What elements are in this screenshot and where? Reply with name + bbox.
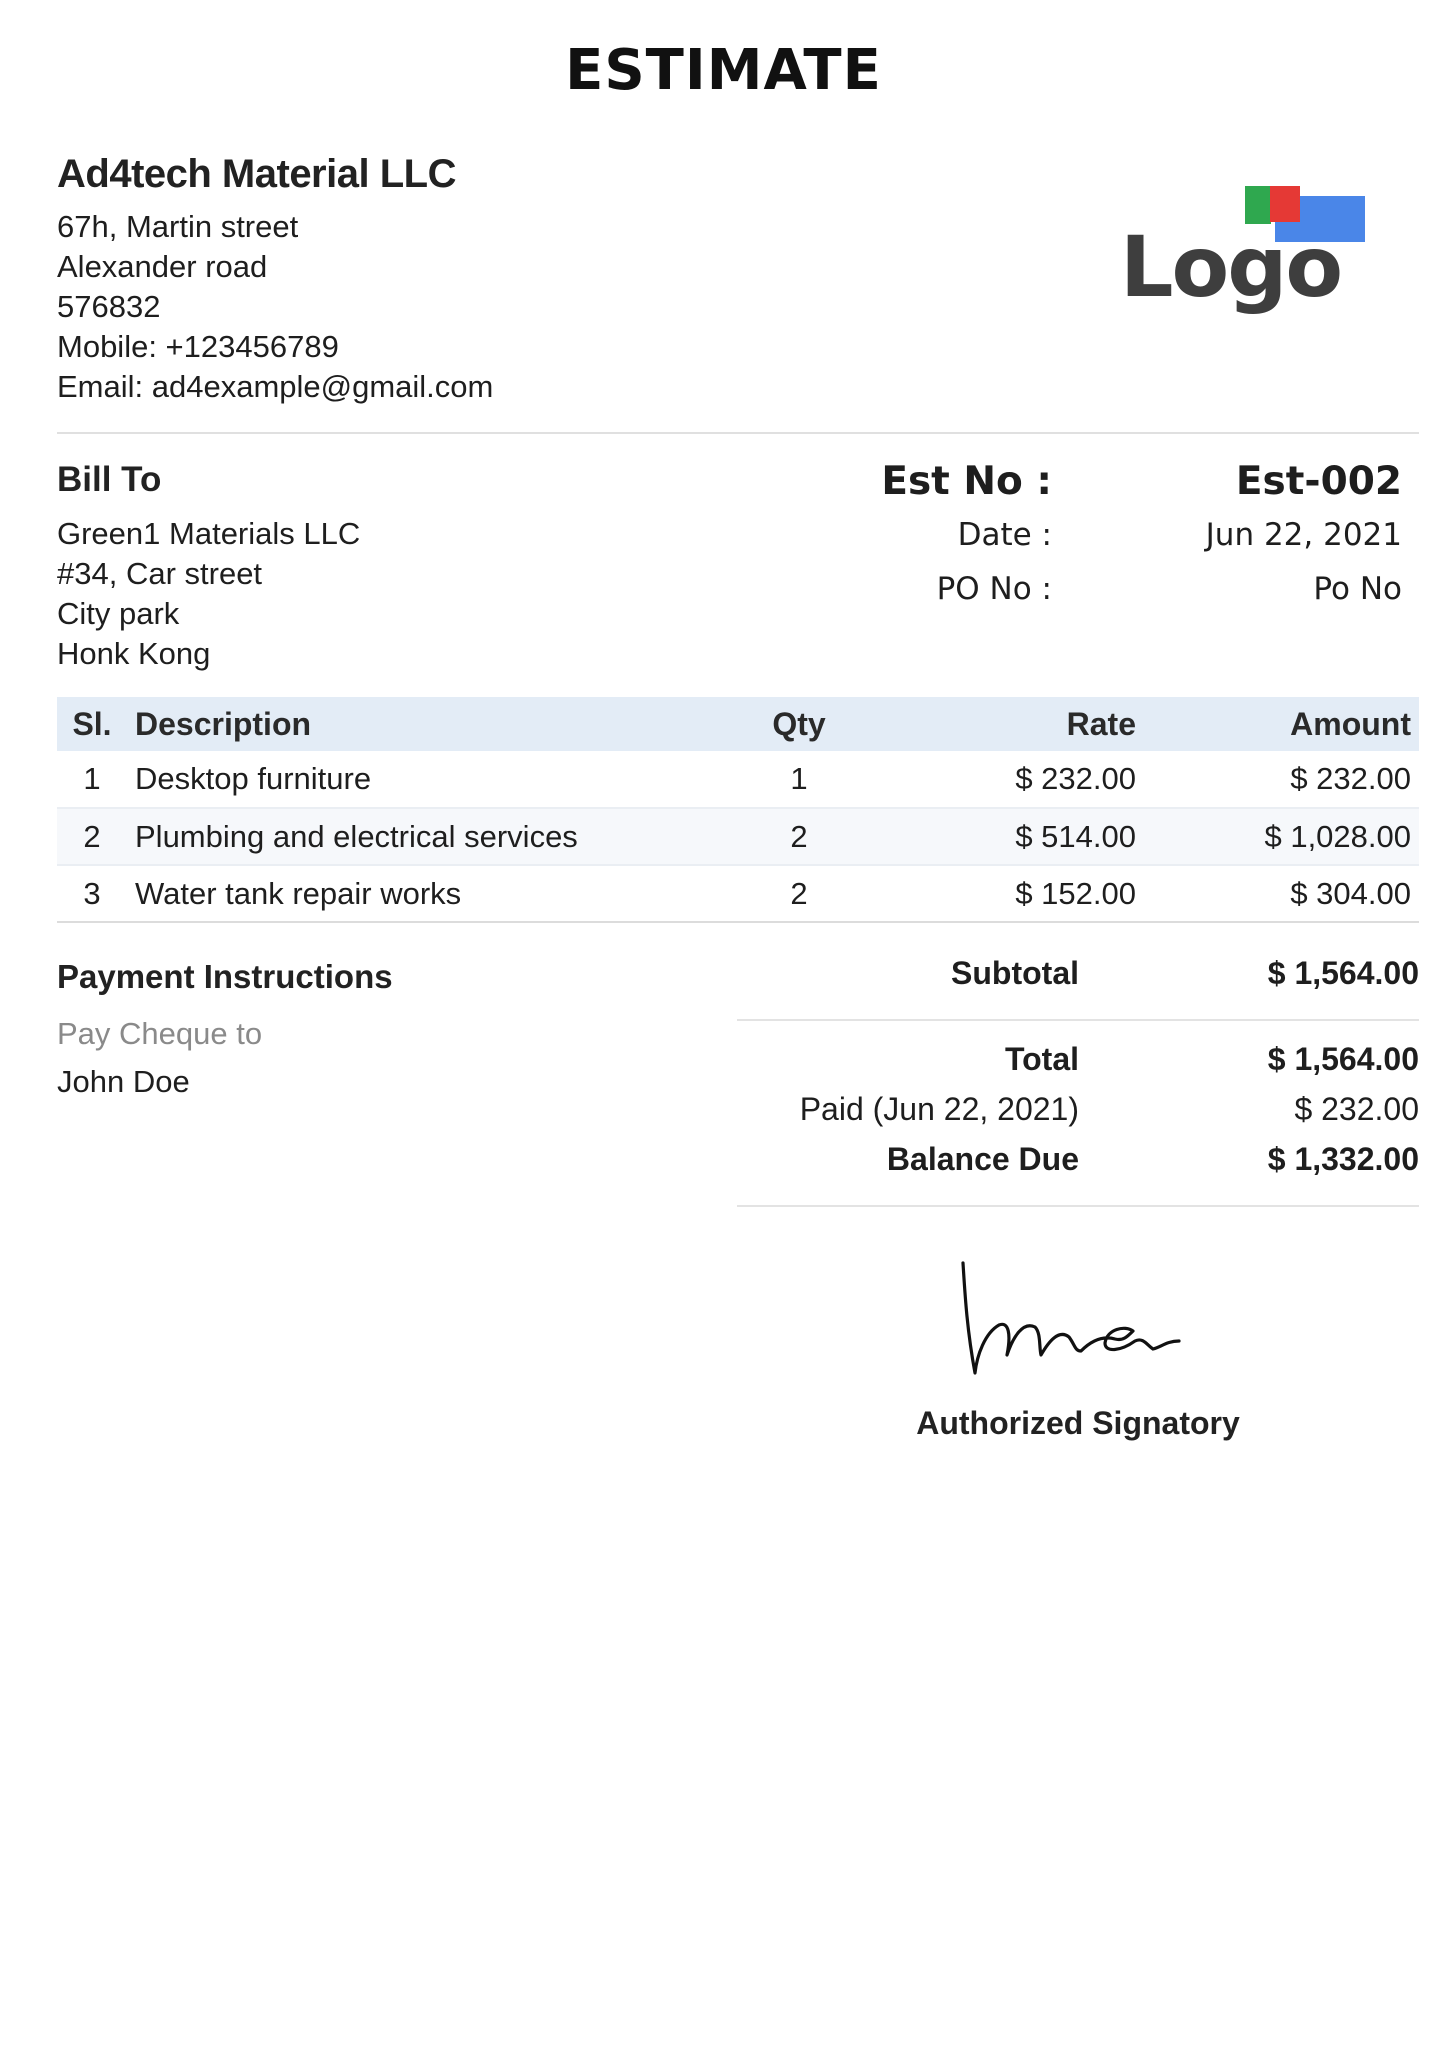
- est-no-value: Est-002: [1235, 459, 1402, 504]
- cell-rate: $ 232.00: [1015, 761, 1136, 796]
- po-label: PO No :: [936, 571, 1052, 607]
- cell-sl: 3: [83, 875, 101, 911]
- po-value: Po No: [1313, 571, 1402, 607]
- cell-qty: 2: [790, 875, 808, 911]
- est-no-row: [850, 455, 1410, 509]
- cell-description: Plumbing and electrical services: [135, 818, 578, 854]
- cell-sl: 2: [83, 818, 101, 854]
- payment-instructions: [57, 958, 393, 1100]
- cell-rate: $ 152.00: [1015, 875, 1136, 911]
- paid-label: Paid (Jun 22, 2021): [799, 1091, 1079, 1127]
- balance-label: Balance Due: [886, 1141, 1079, 1177]
- bill-to-title: Bill To: [57, 460, 162, 499]
- bill-to-line: #34, Car street: [57, 556, 263, 591]
- cell-sl: 1: [83, 761, 101, 796]
- total-label: Total: [1004, 1041, 1079, 1077]
- logo-text: Logo: [1120, 218, 1342, 316]
- cell-amount: $ 1,028.00: [1264, 818, 1411, 854]
- cell-description: Water tank repair works: [135, 875, 462, 911]
- table-row: [57, 808, 1419, 865]
- header-sl: Sl.: [57, 697, 127, 751]
- total-value: $ 1,564.00: [1267, 1041, 1419, 1077]
- items-header-row: [57, 697, 1419, 751]
- company-logo: [1120, 178, 1370, 318]
- total-row: [737, 1041, 1419, 1091]
- table-row: [57, 865, 1419, 922]
- company-email: Email: ad4example@gmail.com: [57, 369, 494, 404]
- header-qty: Qty: [734, 697, 864, 751]
- date-row: [850, 509, 1410, 563]
- header-divider: [57, 432, 1419, 434]
- table-row: [57, 751, 1419, 808]
- bill-to-line: Honk Kong: [57, 636, 211, 671]
- paid-row: [737, 1091, 1419, 1141]
- header-rate: Rate: [864, 697, 1144, 751]
- po-row: [850, 563, 1410, 617]
- totals-divider: [737, 1019, 1419, 1021]
- company-name: Ad4tech Material LLC: [57, 152, 456, 196]
- company-address-line: Alexander road: [57, 249, 268, 284]
- company-address-line: 576832: [57, 289, 161, 324]
- payment-payee: John Doe: [57, 1064, 190, 1099]
- payment-label: Pay Cheque to: [57, 1016, 263, 1051]
- company-address-line: 67h, Martin street: [57, 209, 299, 244]
- totals-section: [737, 955, 1419, 1227]
- estimate-meta: [850, 455, 1410, 617]
- balance-value: $ 1,332.00: [1267, 1141, 1419, 1177]
- cell-description: Desktop furniture: [135, 761, 372, 796]
- header-amount: Amount: [1144, 697, 1419, 751]
- date-value: Jun 22, 2021: [1205, 517, 1402, 553]
- signature-caption: Authorized Signatory: [916, 1405, 1240, 1441]
- subtotal-row: [737, 955, 1419, 1005]
- header-description: Description: [127, 697, 734, 751]
- paid-value: $ 232.00: [1294, 1091, 1419, 1127]
- cell-amount: $ 232.00: [1290, 761, 1411, 796]
- balance-row: [737, 1141, 1419, 1191]
- subtotal-value: $ 1,564.00: [1267, 955, 1419, 991]
- bill-to-line: City park: [57, 596, 180, 631]
- cell-rate: $ 514.00: [1015, 818, 1136, 854]
- cell-qty: 2: [790, 818, 808, 854]
- items-table: [57, 697, 1419, 923]
- date-label: Date :: [957, 517, 1052, 553]
- cell-qty: 1: [790, 761, 808, 796]
- signature-image: [955, 1255, 1235, 1380]
- company-mobile: Mobile: +123456789: [57, 329, 339, 364]
- totals-divider: [737, 1205, 1419, 1207]
- est-no-label: Est No :: [881, 459, 1052, 504]
- payment-title: Payment Instructions: [57, 958, 393, 995]
- cell-amount: $ 304.00: [1290, 875, 1411, 911]
- subtotal-label: Subtotal: [951, 955, 1079, 991]
- bill-to-section: [57, 460, 360, 674]
- bill-to-line: Green1 Materials LLC: [57, 516, 361, 551]
- company-info: [57, 152, 493, 407]
- document-title: ESTIMATE: [565, 38, 882, 103]
